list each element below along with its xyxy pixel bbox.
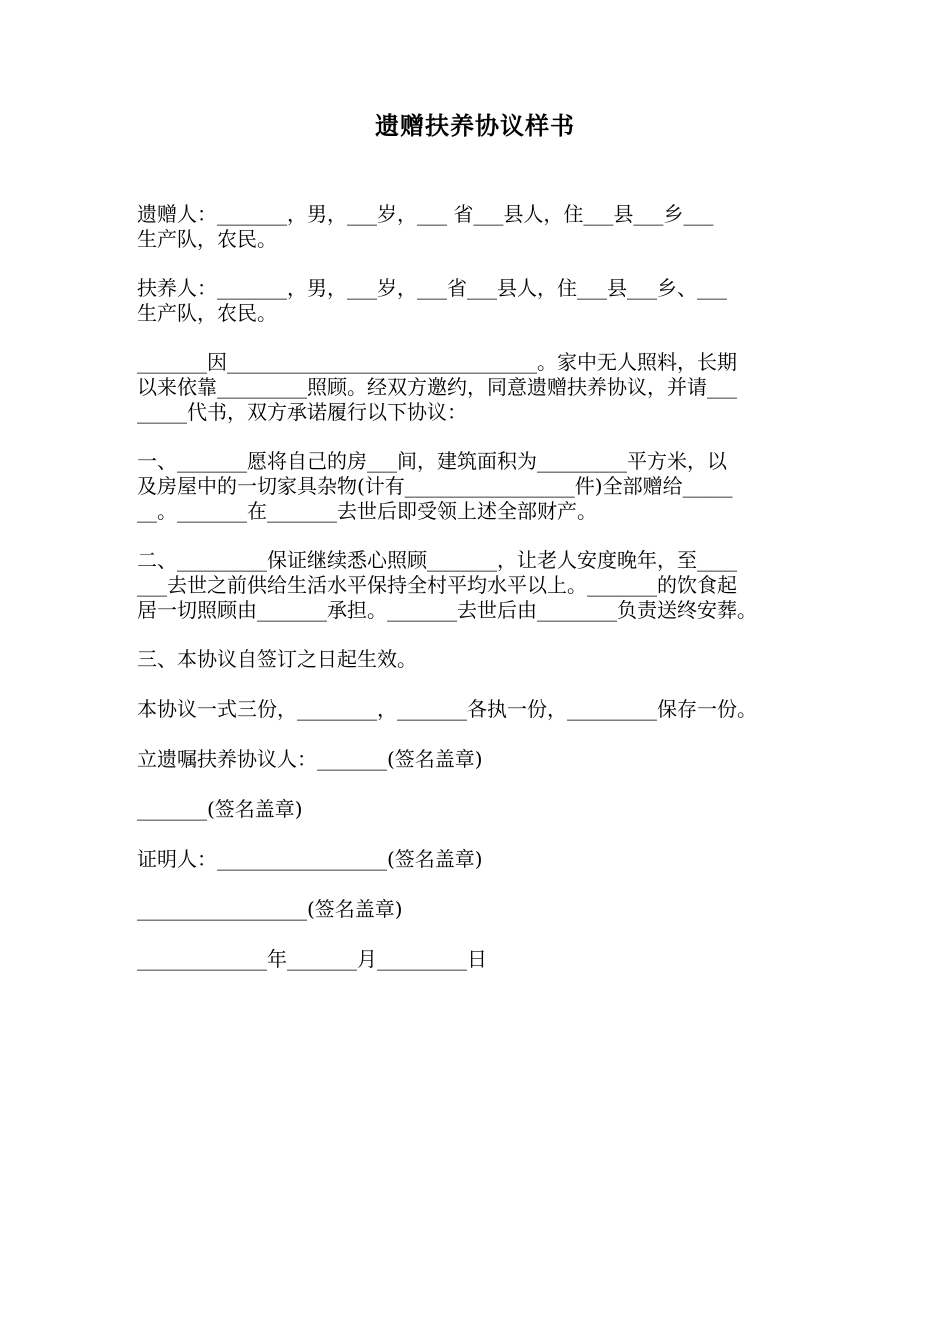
signer-line-1: 立遗嘱扶养协议人：_______(签名盖章) — [137, 747, 483, 771]
clause-two-line-2: ___去世之前供给生活水平保持全村平均水平以上。_______的饮食起 — [137, 573, 737, 597]
signer-line-2: _______(签名盖章) — [137, 797, 303, 821]
date-line: _____________年_______月_________日 — [137, 947, 487, 971]
clause-three: 三、本协议自签订之日起生效。 — [137, 647, 417, 671]
clause-two-line-1: 二、_________保证继续悉心照顾_______，让老人安度晚年，至____ — [137, 548, 737, 572]
reason-line-2: 以来依靠_________照顾。经双方邀约，同意遗赠扶养协议，并请___ — [137, 375, 737, 399]
clause-two-line-3: 居一切照顾由_______承担。_______去世后由________负责送终安葬。 — [137, 598, 757, 622]
donor-line-2: 生产队，农民。 — [137, 227, 277, 251]
copies-line: 本协议一式三份，________，_______各执一份，_________保存一份。 — [137, 697, 757, 721]
clause-one-line-2: 及房屋中的一切家具杂物(计有_________________件)全部赠给_____ — [137, 474, 733, 498]
witness-line-1: 证明人：_________________(签名盖章) — [137, 847, 483, 871]
supporter-line-2: 生产队，农民。 — [137, 301, 277, 325]
reason-line-3: _____代书，双方承诺履行以下协议： — [137, 400, 467, 424]
document-title: 遗赠扶养协议样书 — [375, 111, 575, 140]
witness-line-2: _________________(签名盖章) — [137, 897, 403, 921]
clause-one-line-1: 一、_______愿将自己的房___间，建筑面积为_________平方米，以 — [137, 449, 727, 473]
donor-line-1: 遗赠人：_______，男，___岁，___ 省___县人，住___县___乡___ — [137, 202, 714, 226]
reason-line-1: _______因_______________________________。家中无人照料，长期 — [137, 350, 737, 374]
supporter-line-1: 扶养人：_______，男，___岁，___省___县人，住___县___乡、___ — [137, 276, 727, 300]
clause-one-line-3: __。_______在_______去世后即受领上述全部财产。 — [137, 499, 597, 523]
